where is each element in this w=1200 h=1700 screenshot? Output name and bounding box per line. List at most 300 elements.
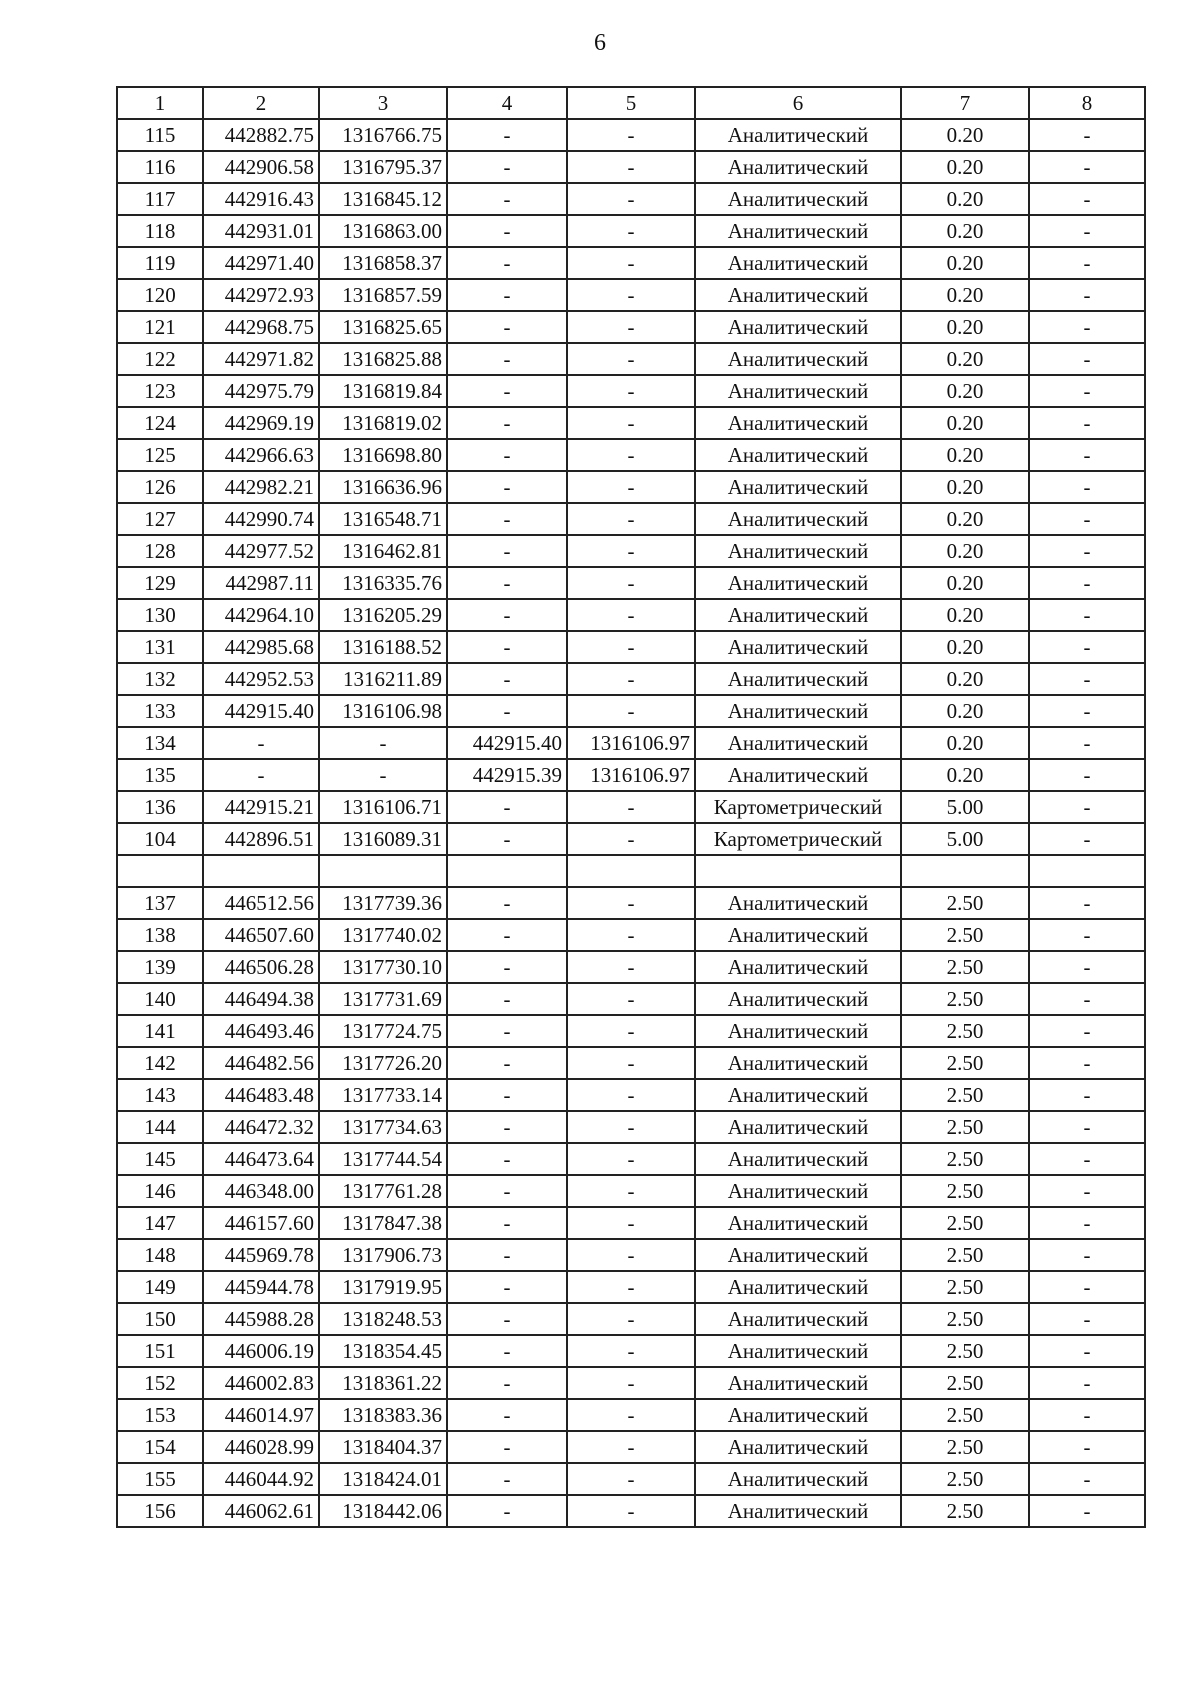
table-cell: Аналитический — [695, 1399, 901, 1431]
table-cell: Аналитический — [695, 119, 901, 151]
table-cell: 0.20 — [901, 727, 1029, 759]
table-separator-row — [117, 855, 1145, 887]
table-cell: - — [319, 727, 447, 759]
table-row — [117, 1143, 1145, 1175]
table-cell: - — [567, 1495, 695, 1527]
table-cell: 2.50 — [901, 951, 1029, 983]
table-cell: 2.50 — [901, 919, 1029, 951]
table-cell: 2.50 — [901, 1431, 1029, 1463]
table-cell: - — [1029, 407, 1145, 439]
table-cell: - — [567, 887, 695, 919]
table-cell: 446472.32 — [203, 1111, 319, 1143]
table-cell: - — [447, 1303, 567, 1335]
table-cell: 446483.48 — [203, 1079, 319, 1111]
table-row — [117, 919, 1145, 951]
table-cell: Аналитический — [695, 567, 901, 599]
table-cell: Аналитический — [695, 983, 901, 1015]
table-cell: 1316845.12 — [319, 183, 447, 215]
table-cell: - — [447, 1239, 567, 1271]
table-cell: 127 — [117, 503, 203, 535]
table-cell: - — [447, 1271, 567, 1303]
table-cell: 442971.82 — [203, 343, 319, 375]
table-cell: 1316548.71 — [319, 503, 447, 535]
table-cell: Аналитический — [695, 407, 901, 439]
table-cell: Аналитический — [695, 1143, 901, 1175]
table-cell: 1316106.97 — [567, 759, 695, 791]
table-cell: 442982.21 — [203, 471, 319, 503]
table-cell: - — [1029, 151, 1145, 183]
table-cell: - — [447, 1207, 567, 1239]
table-row — [117, 695, 1145, 727]
table-cell: - — [447, 919, 567, 951]
table-cell: Аналитический — [695, 1431, 901, 1463]
table-cell: 1318248.53 — [319, 1303, 447, 1335]
table-row — [117, 503, 1145, 535]
table-cell: - — [447, 1431, 567, 1463]
table-cell: 0.20 — [901, 695, 1029, 727]
table-row — [117, 215, 1145, 247]
table-cell: - — [1029, 1495, 1145, 1527]
table-cell: 1316205.29 — [319, 599, 447, 631]
table-cell: 128 — [117, 535, 203, 567]
table-cell: - — [1029, 823, 1145, 855]
table-cell: 1316825.88 — [319, 343, 447, 375]
table-cell: 446494.38 — [203, 983, 319, 1015]
table-cell: - — [1029, 663, 1145, 695]
table-cell: 136 — [117, 791, 203, 823]
table-cell: Аналитический — [695, 279, 901, 311]
table-row — [117, 343, 1145, 375]
table-cell: - — [447, 695, 567, 727]
table-cell: 129 — [117, 567, 203, 599]
table-cell: 2.50 — [901, 983, 1029, 1015]
table-cell: 1317733.14 — [319, 1079, 447, 1111]
table-cell: 0.20 — [901, 439, 1029, 471]
table-cell: - — [319, 759, 447, 791]
table-cell: - — [567, 983, 695, 1015]
table-cell: 446062.61 — [203, 1495, 319, 1527]
table-cell: - — [567, 1303, 695, 1335]
table-cell: 141 — [117, 1015, 203, 1047]
table-cell: 2.50 — [901, 887, 1029, 919]
table-cell: - — [1029, 279, 1145, 311]
table-cell: Аналитический — [695, 343, 901, 375]
table-cell: 1317739.36 — [319, 887, 447, 919]
table-cell: - — [1029, 1399, 1145, 1431]
table-cell: 1317919.95 — [319, 1271, 447, 1303]
table-cell: - — [567, 1207, 695, 1239]
table-cell: 2.50 — [901, 1303, 1029, 1335]
table-cell: - — [1029, 983, 1145, 1015]
table-cell: 153 — [117, 1399, 203, 1431]
table-cell: 446506.28 — [203, 951, 319, 983]
table-cell: Аналитический — [695, 1303, 901, 1335]
table-cell: 151 — [117, 1335, 203, 1367]
table-row — [117, 375, 1145, 407]
coordinates-table — [116, 86, 1146, 1528]
table-cell: 1316698.80 — [319, 439, 447, 471]
table-cell: - — [1029, 759, 1145, 791]
table-cell: - — [447, 887, 567, 919]
table-cell: 442906.58 — [203, 151, 319, 183]
table-cell: 1316766.75 — [319, 119, 447, 151]
table-row — [117, 1367, 1145, 1399]
table-cell: - — [1029, 1175, 1145, 1207]
table-cell — [901, 855, 1029, 887]
table-row — [117, 535, 1145, 567]
table-row — [117, 1399, 1145, 1431]
table-cell: 446014.97 — [203, 1399, 319, 1431]
table-cell: 1316825.65 — [319, 311, 447, 343]
table-cell: 446493.46 — [203, 1015, 319, 1047]
table-cell: 446512.56 — [203, 887, 319, 919]
table-cell: Аналитический — [695, 631, 901, 663]
table-row — [117, 1207, 1145, 1239]
table-cell: 1318424.01 — [319, 1463, 447, 1495]
table-cell: - — [1029, 887, 1145, 919]
table-cell: 0.20 — [901, 663, 1029, 695]
table-cell: 122 — [117, 343, 203, 375]
table-cell: - — [567, 1015, 695, 1047]
table-cell: 117 — [117, 183, 203, 215]
table-cell: 124 — [117, 407, 203, 439]
table-cell: Аналитический — [695, 311, 901, 343]
table-cell: - — [447, 631, 567, 663]
table-cell: 2.50 — [901, 1079, 1029, 1111]
table-cell: 2.50 — [901, 1111, 1029, 1143]
table-cell: - — [447, 823, 567, 855]
table-cell: 1317761.28 — [319, 1175, 447, 1207]
table-cell: 1316462.81 — [319, 535, 447, 567]
table-cell: - — [447, 791, 567, 823]
table-cell: - — [447, 151, 567, 183]
table-row — [117, 1431, 1145, 1463]
table-cell: - — [1029, 503, 1145, 535]
table-cell: - — [567, 535, 695, 567]
table-cell: - — [567, 375, 695, 407]
table-cell: 125 — [117, 439, 203, 471]
table-cell — [567, 855, 695, 887]
table-cell: - — [447, 599, 567, 631]
table-cell: - — [1029, 631, 1145, 663]
table-cell: - — [447, 1367, 567, 1399]
table-cell: - — [447, 503, 567, 535]
table-cell: - — [447, 535, 567, 567]
table-cell: - — [1029, 1335, 1145, 1367]
table-cell: - — [567, 471, 695, 503]
table-cell: 0.20 — [901, 631, 1029, 663]
table-cell: 1318404.37 — [319, 1431, 447, 1463]
table-cell: - — [203, 727, 319, 759]
table-cell: 442952.53 — [203, 663, 319, 695]
table-cell — [319, 855, 447, 887]
table-row — [117, 183, 1145, 215]
table-row — [117, 1079, 1145, 1111]
table-cell: 133 — [117, 695, 203, 727]
table-cell: - — [567, 663, 695, 695]
table-cell: 2.50 — [901, 1335, 1029, 1367]
table-cell — [1029, 855, 1145, 887]
table-cell: 1316863.00 — [319, 215, 447, 247]
table-cell: 140 — [117, 983, 203, 1015]
column-header: 7 — [901, 87, 1029, 119]
table-row — [117, 407, 1145, 439]
table-cell: 1316106.71 — [319, 791, 447, 823]
table-cell: - — [567, 567, 695, 599]
table-cell: Аналитический — [695, 1239, 901, 1271]
column-header: 4 — [447, 87, 567, 119]
table-cell: 1318442.06 — [319, 1495, 447, 1527]
table-cell — [203, 855, 319, 887]
table-cell: - — [447, 119, 567, 151]
table-cell: Аналитический — [695, 183, 901, 215]
table-cell: 442916.43 — [203, 183, 319, 215]
table-cell: - — [567, 343, 695, 375]
table-cell: 442931.01 — [203, 215, 319, 247]
table-cell: Аналитический — [695, 535, 901, 567]
table-cell: - — [1029, 311, 1145, 343]
table-row — [117, 663, 1145, 695]
table-cell: 123 — [117, 375, 203, 407]
table-cell: Аналитический — [695, 1047, 901, 1079]
table-cell: 120 — [117, 279, 203, 311]
table-cell: - — [447, 1079, 567, 1111]
table-cell: 446002.83 — [203, 1367, 319, 1399]
table-cell: Аналитический — [695, 919, 901, 951]
column-header: 2 — [203, 87, 319, 119]
table-cell: - — [447, 439, 567, 471]
table-cell: 0.20 — [901, 535, 1029, 567]
table-cell: 1316089.31 — [319, 823, 447, 855]
table-row — [117, 983, 1145, 1015]
table-cell: - — [447, 1111, 567, 1143]
table-cell: - — [567, 823, 695, 855]
table-cell: - — [447, 983, 567, 1015]
table-cell: 442915.40 — [203, 695, 319, 727]
table-row — [117, 471, 1145, 503]
table-cell: 442987.11 — [203, 567, 319, 599]
table-cell: 0.20 — [901, 759, 1029, 791]
table-header-row — [117, 87, 1145, 119]
table-cell: 2.50 — [901, 1015, 1029, 1047]
table-cell: 1316106.98 — [319, 695, 447, 727]
table-row — [117, 791, 1145, 823]
table-cell: 104 — [117, 823, 203, 855]
table-cell: 442964.10 — [203, 599, 319, 631]
table-cell: 445988.28 — [203, 1303, 319, 1335]
table-cell: - — [567, 247, 695, 279]
table-cell: 144 — [117, 1111, 203, 1143]
table-cell: Аналитический — [695, 951, 901, 983]
table-cell: - — [447, 471, 567, 503]
table-cell — [117, 855, 203, 887]
table-cell: 0.20 — [901, 183, 1029, 215]
table-cell: 2.50 — [901, 1207, 1029, 1239]
table-cell: 156 — [117, 1495, 203, 1527]
table-cell: 0.20 — [901, 279, 1029, 311]
table-cell: - — [567, 791, 695, 823]
column-header: 3 — [319, 87, 447, 119]
table-cell: - — [447, 407, 567, 439]
table-cell: - — [567, 1399, 695, 1431]
table-cell: 442968.75 — [203, 311, 319, 343]
table-cell: - — [1029, 1143, 1145, 1175]
column-header: 6 — [695, 87, 901, 119]
table-cell: 118 — [117, 215, 203, 247]
table-cell: - — [447, 567, 567, 599]
table-cell: - — [567, 1271, 695, 1303]
table-cell: 446348.00 — [203, 1175, 319, 1207]
table-cell: 119 — [117, 247, 203, 279]
table-cell: 1316819.84 — [319, 375, 447, 407]
table-cell: 0.20 — [901, 119, 1029, 151]
table-cell: - — [1029, 1079, 1145, 1111]
table-cell: - — [1029, 951, 1145, 983]
table-cell: 2.50 — [901, 1367, 1029, 1399]
table-cell: 1316819.02 — [319, 407, 447, 439]
table-cell: 2.50 — [901, 1143, 1029, 1175]
table-cell: Аналитический — [695, 1015, 901, 1047]
table-cell: - — [567, 407, 695, 439]
table-row — [117, 1015, 1145, 1047]
table-cell: - — [203, 759, 319, 791]
table-cell: 143 — [117, 1079, 203, 1111]
table-cell: - — [567, 1431, 695, 1463]
table-cell: - — [1029, 599, 1145, 631]
column-header: 1 — [117, 87, 203, 119]
table-cell: 147 — [117, 1207, 203, 1239]
table-cell: 0.20 — [901, 407, 1029, 439]
table-cell: - — [1029, 1015, 1145, 1047]
table-cell: - — [567, 1367, 695, 1399]
table-cell: - — [447, 279, 567, 311]
table-cell: - — [1029, 695, 1145, 727]
table-cell: 0.20 — [901, 311, 1029, 343]
table-cell: 132 — [117, 663, 203, 695]
table-cell: - — [447, 1143, 567, 1175]
table-cell: 2.50 — [901, 1239, 1029, 1271]
table-cell: 2.50 — [901, 1047, 1029, 1079]
table-cell: - — [1029, 183, 1145, 215]
table-cell: - — [447, 215, 567, 247]
table-cell: 1317726.20 — [319, 1047, 447, 1079]
table-cell: - — [1029, 1431, 1145, 1463]
table-cell: 442972.93 — [203, 279, 319, 311]
table-cell: - — [447, 663, 567, 695]
table-cell: Аналитический — [695, 439, 901, 471]
table-cell: 1317734.63 — [319, 1111, 447, 1143]
table-cell: Аналитический — [695, 151, 901, 183]
table-cell: 0.20 — [901, 567, 1029, 599]
table-row — [117, 1303, 1145, 1335]
table-cell: - — [1029, 375, 1145, 407]
table-cell: 442915.39 — [447, 759, 567, 791]
table-cell: Аналитический — [695, 727, 901, 759]
table-cell: - — [447, 375, 567, 407]
table-cell: - — [447, 343, 567, 375]
table-cell: 1317730.10 — [319, 951, 447, 983]
table-cell: - — [1029, 1207, 1145, 1239]
table-cell: - — [447, 1463, 567, 1495]
table-cell: - — [1029, 535, 1145, 567]
table-row — [117, 887, 1145, 919]
table-cell: 149 — [117, 1271, 203, 1303]
table-cell: - — [1029, 215, 1145, 247]
table-cell: 5.00 — [901, 823, 1029, 855]
table-cell: 0.20 — [901, 375, 1029, 407]
table-row — [117, 151, 1145, 183]
table-row — [117, 1335, 1145, 1367]
table-cell: 126 — [117, 471, 203, 503]
table-cell: 5.00 — [901, 791, 1029, 823]
table-cell: - — [567, 1463, 695, 1495]
table-cell: - — [567, 599, 695, 631]
table-cell: 154 — [117, 1431, 203, 1463]
table-cell: 145 — [117, 1143, 203, 1175]
table-cell: Аналитический — [695, 887, 901, 919]
table-cell: 130 — [117, 599, 203, 631]
table-cell: - — [567, 1335, 695, 1367]
table-cell: 155 — [117, 1463, 203, 1495]
table-row — [117, 631, 1145, 663]
table-cell: 445969.78 — [203, 1239, 319, 1271]
table-cell: 1317740.02 — [319, 919, 447, 951]
table-cell: - — [1029, 1271, 1145, 1303]
table-cell: 446044.92 — [203, 1463, 319, 1495]
table-cell: 1316795.37 — [319, 151, 447, 183]
table-cell: 135 — [117, 759, 203, 791]
table-cell: 442990.74 — [203, 503, 319, 535]
table-cell: 446482.56 — [203, 1047, 319, 1079]
table-cell: Аналитический — [695, 1079, 901, 1111]
table-cell: 1317744.54 — [319, 1143, 447, 1175]
table-cell: - — [447, 247, 567, 279]
table-cell: 2.50 — [901, 1495, 1029, 1527]
table-cell: 2.50 — [901, 1463, 1029, 1495]
table-row — [117, 1463, 1145, 1495]
table-cell: - — [1029, 727, 1145, 759]
table-cell: - — [447, 1015, 567, 1047]
table-cell: 1318361.22 — [319, 1367, 447, 1399]
table-cell: - — [1029, 439, 1145, 471]
table-row — [117, 599, 1145, 631]
table-row — [117, 1495, 1145, 1527]
table-cell: - — [1029, 567, 1145, 599]
table-cell: Аналитический — [695, 759, 901, 791]
table-cell: - — [447, 1175, 567, 1207]
table-row — [117, 951, 1145, 983]
table-cell: - — [567, 119, 695, 151]
table-cell: Аналитический — [695, 375, 901, 407]
table-cell: 1317731.69 — [319, 983, 447, 1015]
table-cell: Аналитический — [695, 1271, 901, 1303]
table-cell: - — [1029, 247, 1145, 279]
table-cell: 442915.40 — [447, 727, 567, 759]
table-cell: 152 — [117, 1367, 203, 1399]
column-header: 5 — [567, 87, 695, 119]
table-cell: 446507.60 — [203, 919, 319, 951]
table-cell: - — [1029, 471, 1145, 503]
table-cell: - — [567, 631, 695, 663]
table-cell: 442896.51 — [203, 823, 319, 855]
column-header: 8 — [1029, 87, 1145, 119]
table-row — [117, 1271, 1145, 1303]
table-cell: - — [567, 279, 695, 311]
table-cell: - — [1029, 1303, 1145, 1335]
table-cell: 0.20 — [901, 503, 1029, 535]
table-cell: - — [1029, 1463, 1145, 1495]
table-cell: - — [567, 439, 695, 471]
